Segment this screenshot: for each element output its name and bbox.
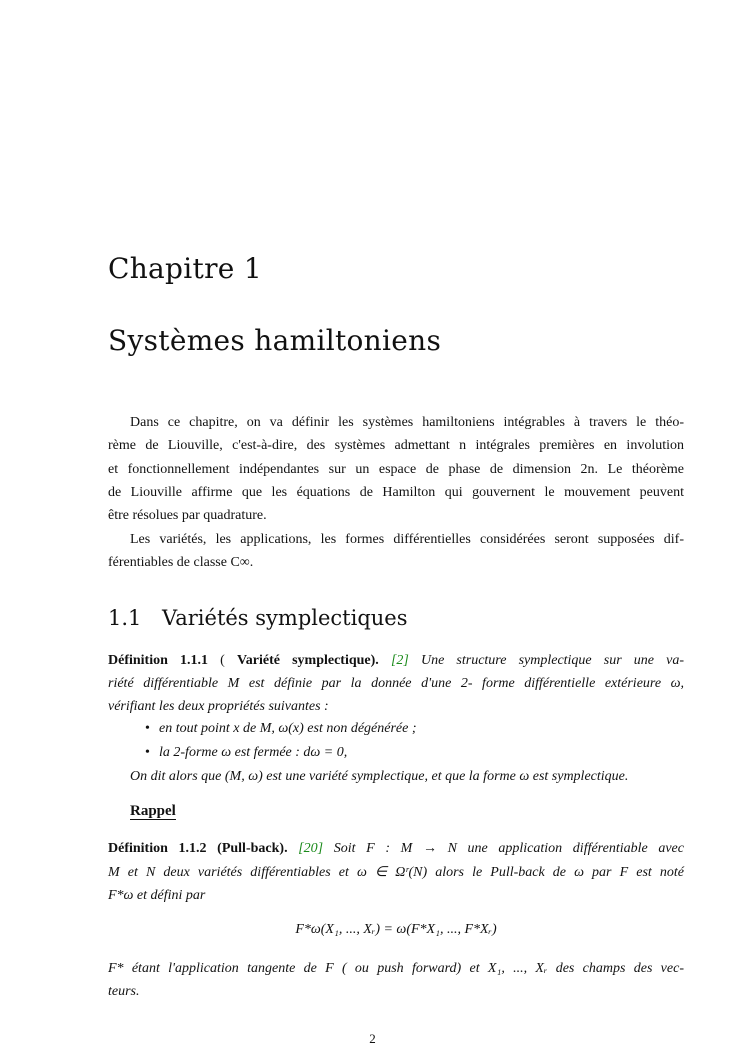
bullet-icon: • <box>145 745 150 760</box>
definition-1-text-1: Une structure symplectique sur une va- <box>408 653 685 668</box>
list-item-text: la 2-forme ω est fermée : dω = 0, <box>159 745 348 760</box>
intro-line-3: et fonctionnellement indépendantes sur un espace de phase de dimension 2n. Le théorème <box>108 462 684 477</box>
section-title: Variétés symplectiques <box>162 606 408 630</box>
definition-2-text-1: Soit F : M → N une application différentiable avec <box>323 841 684 856</box>
list-item <box>145 721 417 737</box>
intro-line-2: rème de Liouville, c'est-à-dire, des systèmes admettant n intégrales premières en involution <box>108 438 684 453</box>
rappel-heading: Rappel <box>130 803 176 819</box>
intro-line-4: de Liouville affirme que les équations de Hamilton qui gouvernent le mouvement peuvent <box>108 485 684 500</box>
intro-line-7: férentiables de classe C∞. <box>108 555 254 570</box>
chapter-number: Chapitre 1 <box>108 252 262 285</box>
definition-1-line-2: riété différentiable M est définie par la donnée d'une 2- forme différentielle extérieure ω, <box>108 676 684 691</box>
section-number: 1.1 <box>108 606 142 630</box>
def2-paren-open: ( <box>206 841 222 856</box>
definition-2-line-2: M et N deux variétés différentiables et ω ∈ Ωʳ(N) alors le Pull-back de ω par F est noté <box>108 865 684 880</box>
definition-1-label: Définition 1.1.1 <box>108 653 209 668</box>
definition-1-name: Variété symplectique <box>236 653 371 668</box>
definition-1-line-1 <box>108 652 684 670</box>
definition-2-name: Pull-back <box>221 841 280 856</box>
definition-1-line-3: vérifiant les deux propriétés suivantes : <box>108 699 329 714</box>
list-item-text: en tout point x de M, ω(x) est non dégénérée ; <box>159 721 417 736</box>
definition-2-line-3: F*ω et défini par <box>108 888 206 903</box>
intro-line-5: être résolues par quadrature. <box>108 508 267 523</box>
citation-link-20[interactable]: [20] <box>298 841 324 856</box>
definition-2-after-line-2: teurs. <box>108 984 140 999</box>
def2-paren-close: ). <box>279 841 299 856</box>
definition-2-label: Définition 1.1.2 <box>108 841 207 856</box>
bullet-icon: • <box>145 721 150 736</box>
pullback-formula: F*ω(X₁, ..., Xᵣ) = ω(F*X₁, ..., F*Xᵣ) <box>295 922 497 937</box>
citation-link-2[interactable]: [2] <box>390 653 409 668</box>
definition-2-after-line-1: F* étant l'application tangente de F ( ou push forward) et X₁, ..., Xᵣ des champs des vec- <box>108 961 684 976</box>
def1-paren-close: ). <box>370 653 391 668</box>
intro-line-6: Les variétés, les applications, les formes différentielles considérées seront supposées dif- <box>130 532 684 547</box>
definition-2-line-1 <box>108 840 684 858</box>
list-item <box>145 745 347 761</box>
definition-1-conclusion: On dit alors que (M, ω) est une variété symplectique, et que la forme ω est symplectique. <box>130 769 629 784</box>
intro-line-1: Dans ce chapitre, on va définir les systèmes hamiltoniens intégrables à travers le théo- <box>130 415 684 430</box>
page-number: 2 <box>369 1031 376 1046</box>
section-heading <box>108 606 408 630</box>
def1-paren-open: ( <box>208 653 237 668</box>
chapter-title: Systèmes hamiltoniens <box>108 324 442 357</box>
